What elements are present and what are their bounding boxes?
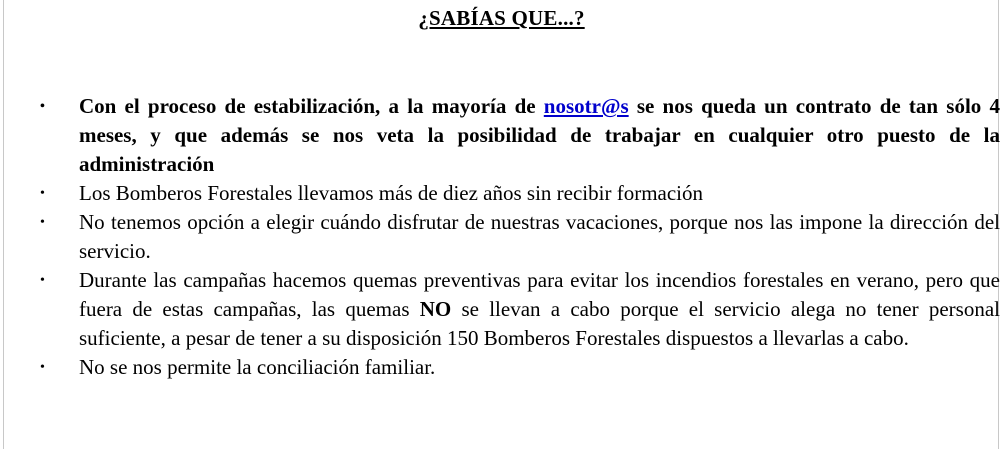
emphasis-no: NO	[419, 297, 452, 321]
list-item-text: No tenemos opción a elegir cuándo disfrutar de nuestras vacaciones, porque nos las impone la dirección del servicio.	[79, 210, 1000, 263]
bullet-icon: •	[40, 99, 45, 114]
bullet-icon: •	[40, 186, 45, 201]
list-item-text: se nos queda un contrato de tan sólo 4 meses, y que además se nos veta la posibilidad de trabajar en cualquier otro puesto de la administración	[79, 94, 1000, 176]
facts-list	[0, 92, 1003, 382]
page-title: ¿SABÍAS QUE...?	[418, 6, 585, 30]
list-item	[0, 92, 1003, 179]
list-item-text: Los Bomberos Forestales llevamos más de diez años sin recibir formación	[79, 181, 704, 205]
bullet-icon: •	[40, 360, 45, 375]
list-item	[0, 179, 1003, 208]
list-item-text: Durante las campañas hacemos quemas preventivas para evitar los incendios forestales en verano, pero que fuera de estas campañas, las quemas	[79, 268, 1000, 321]
list-item	[0, 266, 1003, 353]
nosotros-link[interactable]: nosotr@s	[543, 94, 629, 118]
list-item	[0, 353, 1003, 382]
bullet-icon: •	[40, 273, 45, 288]
list-item	[0, 208, 1003, 266]
bullet-icon: •	[40, 215, 45, 230]
list-item-text: No se nos permite la conciliación familiar.	[79, 355, 436, 379]
list-item-text: Con el proceso de estabilización, a la mayoría de	[79, 94, 544, 118]
list-item-text: se llevan a cabo porque el servicio alega no tener personal suficiente, a pesar de tener a su disposición 150 Bomberos Forestales dispuestos a llevarlas a cabo.	[79, 297, 1000, 350]
